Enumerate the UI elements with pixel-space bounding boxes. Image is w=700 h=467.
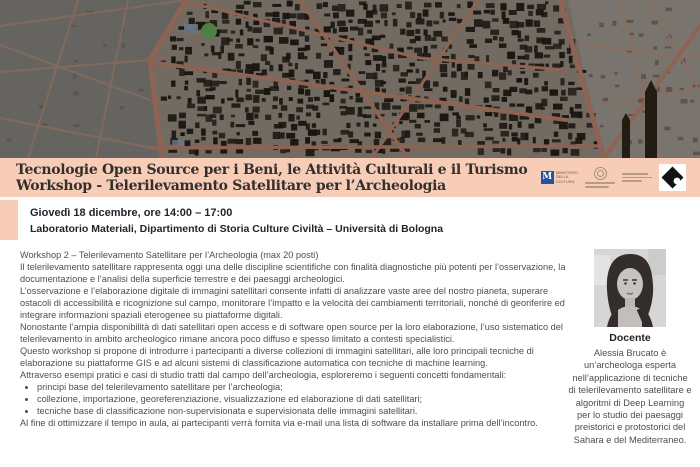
banner-logos xyxy=(541,164,686,191)
description-paragraph: Questo workshop si propone di introdurre i partecipanti a diverse collezioni di immagini satellitari, alle loro principali tecniche di elaborazione su piattaforme GIS e ad alcuni sistemi di classificazione automatica con tecniche di machine learning. xyxy=(20,346,534,368)
description-paragraph: Attraverso esempi pratici e casi di studio tratti dal campo dell’archeologia, esploreremo i seguenti concetti fondamentali: xyxy=(20,370,507,380)
ministero-cultura-logo xyxy=(541,171,578,185)
city-map-graphic xyxy=(0,0,700,158)
disci-diamond-logo xyxy=(659,164,686,191)
city-map xyxy=(0,0,700,158)
banner-titles xyxy=(16,162,541,194)
speaker-portrait-image xyxy=(594,249,666,327)
diamond-icon xyxy=(659,164,686,191)
topic-item: • collezione, importazione, georeferenziazione, visualizzazione ed elaborazione di dati satellitari; xyxy=(37,393,568,405)
event-info xyxy=(0,197,700,241)
ministero-cultura-emblem-icon: M xyxy=(542,172,553,182)
banner xyxy=(0,158,700,197)
content xyxy=(0,241,700,446)
speaker-bio: Alessia Brucato è un’archeologa esperta nell’applicazione di tecniche di telerilevamento satellitare e algoritmi di Deep Learning per lo studio dei paesaggi preistorici e protostorici del Sahara e del Mediterraneo. xyxy=(568,348,692,445)
description-paragraph: Nonostante l’ampia disponibilità di dati satellitari open access e di software open source per la loro elaborazione, l’uso sistematico del telerilevamento in ambito archeologico rimane ancora poco diffuso e spesso limitato a contesti specialistici. xyxy=(20,322,563,344)
description-heading: Workshop 2 – Telerilevamento Satellitare per l’Archeologia (max 20 posti) xyxy=(20,250,319,260)
banner-title-line2: Workshop - Telerilevamento Satellitare per l’Archeologia xyxy=(16,177,446,194)
university-seal-logo xyxy=(585,167,615,187)
description-closing: Al fine di ottimizzare il tempo in aula, ai partecipanti verrà fornita via e-mail una lista di software da installare prima dell’incontro. xyxy=(20,418,538,428)
speaker-panel xyxy=(568,249,692,446)
partner-text-logo xyxy=(622,173,652,181)
ministero-label-1: MINISTERO xyxy=(555,169,578,175)
university-seal-icon xyxy=(594,167,607,180)
topics-list xyxy=(20,381,568,417)
workshop-description xyxy=(20,249,568,446)
description-paragraph: Il telerilevamento satellitare rappresenta oggi una delle discipline scientifiche con finalità diagnostiche più potenti per l’osservazione, la documentazione e l’analisi della superficie terrestre e dei paesaggi archeologici. xyxy=(20,262,566,284)
topic-item: • principi base del telerilevamento satellitare per l’archeologia; xyxy=(37,381,568,393)
ministero-label-3: CULTURA xyxy=(555,178,575,184)
ministero-label-2: DELLA xyxy=(555,174,569,180)
accent-block xyxy=(0,200,18,240)
description-paragraph: L’osservazione e l’elaborazione digitale di immagini satellitari consente infatti di analizzare vaste aree del nostro pianeta, superare ostacoli di accessibilità e ricognizione sul campo, monitorare l’impatto e la velocità dei cambiamenti territoriali, nonché di georiferire ed integrare informazioni spaziali eterogenee su piattaforme digitali. xyxy=(20,286,565,320)
speaker-photo xyxy=(594,249,666,327)
event-location: Laboratorio Materiali, Dipartimento di Storia Culture Civiltà – Università di Bologna xyxy=(30,223,444,235)
banner-title-line1: Tecnologie Open Source per i Beni, le Attività Culturali e il Turismo xyxy=(16,161,528,178)
event-datetime: Giovedì 18 dicembre, ore 14:00 – 17:00 xyxy=(30,207,233,219)
speaker-role: Docente xyxy=(609,332,651,344)
description-paragraphs xyxy=(20,261,568,381)
topic-item: • tecniche base di classificazione non-supervisionata e supervisionata delle immagini satellitari. xyxy=(37,405,568,417)
